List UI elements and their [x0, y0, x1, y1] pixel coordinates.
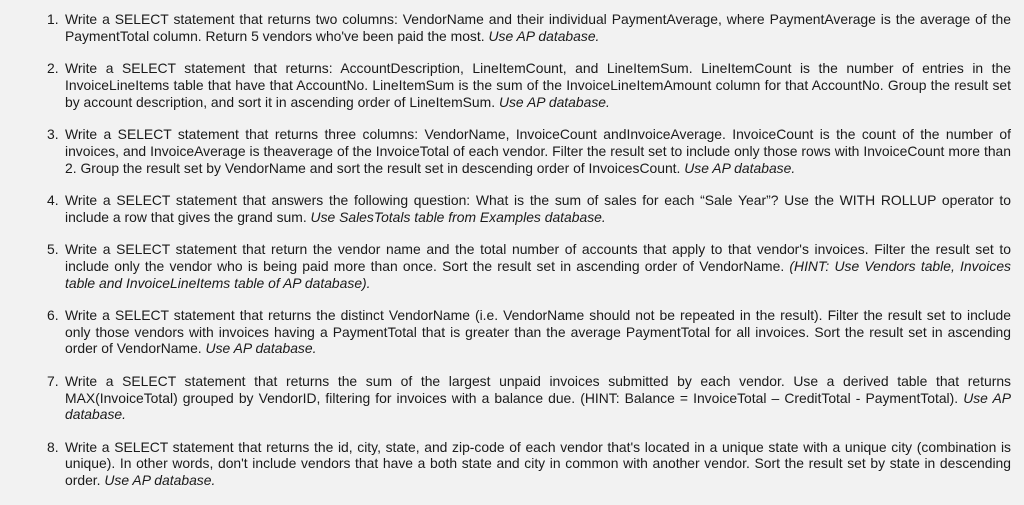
question-number: 1. — [47, 11, 59, 27]
question-text: Write a SELECT statement that answers the following question: What is the sum of sales for each “Sale Year”? Use the WITH ROLLUP operator to include a row that gives the grand sum. — [65, 191, 1011, 225]
question-item — [47, 60, 1011, 110]
question-number: 3. — [47, 125, 59, 142]
question-note: Use AP database. — [684, 159, 796, 176]
question-item — [47, 241, 1011, 291]
question-number: 2. — [47, 60, 59, 77]
question-text: Write a SELECT statement that returns two columns: VendorName and their individual PaymentAverage, where PaymentAverage is the average of the PaymentTotal column. Return 5 vendors who've been paid the most. — [65, 11, 1011, 44]
question-item — [47, 11, 1011, 45]
question-text: Write a SELECT statement that returns the distinct VendorName (i.e. VendorName should not be repeated in the result). Filter the result set to include only those vendors with invoices having a PaymentTotal that is greater than the average PaymentTotal for all invoices. Sort the result set in ascending order of VendorName. — [65, 306, 1011, 357]
question-item — [47, 439, 1011, 489]
question-number: 5. — [47, 240, 59, 257]
question-text: Write a SELECT statement that return the vendor name and the total number of accounts that apply to that vendor's invoices. Filter the result set to include only the vendor who is being paid more than once. Sort the result set in ascending order of VendorName. — [65, 240, 1011, 274]
question-item — [47, 373, 1011, 423]
question-item — [47, 126, 1011, 176]
question-note: Use SalesTotals table from Examples database. — [310, 208, 606, 225]
question-note: Use AP database. — [205, 340, 317, 357]
question-note: (HINT: Use Vendors table, Invoices table and InvoiceLineItems table of AP database). — [65, 257, 1011, 291]
assignment-document — [47, 11, 1011, 505]
question-item — [47, 192, 1011, 226]
question-note: Use AP database. — [65, 389, 1011, 423]
question-number: 6. — [47, 306, 59, 323]
question-note: Use AP database. — [498, 93, 610, 110]
question-text: Write a SELECT statement that returns the sum of the largest unpaid invoices submitted by each vendor. Use a derived table that returns MAX(InvoiceTotal) grouped by VendorID, filtering for invoices with a balance due. (HINT: Balance = InvoiceTotal – CreditTotal - PaymentTotal). — [65, 372, 1011, 406]
question-list — [47, 11, 1011, 489]
question-note: Use AP database. — [488, 27, 600, 44]
question-note: Use AP database. — [104, 472, 216, 489]
question-text: Write a SELECT statement that returns the id, city, state, and zip-code of each vendor that's located in a unique state with a unique city (combination is unique). In other words, don't include vendors that have a both state and city in common with another vendor. Sort the result set by state in descending order. — [65, 438, 1011, 489]
question-number: 4. — [47, 191, 59, 208]
question-number: 7. — [47, 372, 59, 389]
question-item — [47, 307, 1011, 357]
question-text: Write a SELECT statement that returns three columns: VendorName, InvoiceCount andInvoiceAverage. InvoiceCount is the count of the number of invoices, and InvoiceAverage is theaverage of the InvoiceTotal of each vendor. Filter the result set to include only those rows with InvoiceCount more than 2. Group the result set by VendorName and sort the result set in descending order of InvoicesCount. — [65, 125, 1011, 176]
question-number: 8. — [47, 438, 59, 455]
question-text: Write a SELECT statement that returns: AccountDescription, LineItemCount, and LineItemSum. LineItemCount is the number of entries in the InvoiceLineItems table that have that AccountNo. LineItemSum is the sum of the InvoiceLineItemAmount column for that AccountNo. Group the result set by account description, and sort it in ascending order of LineItemSum. — [65, 60, 1011, 110]
